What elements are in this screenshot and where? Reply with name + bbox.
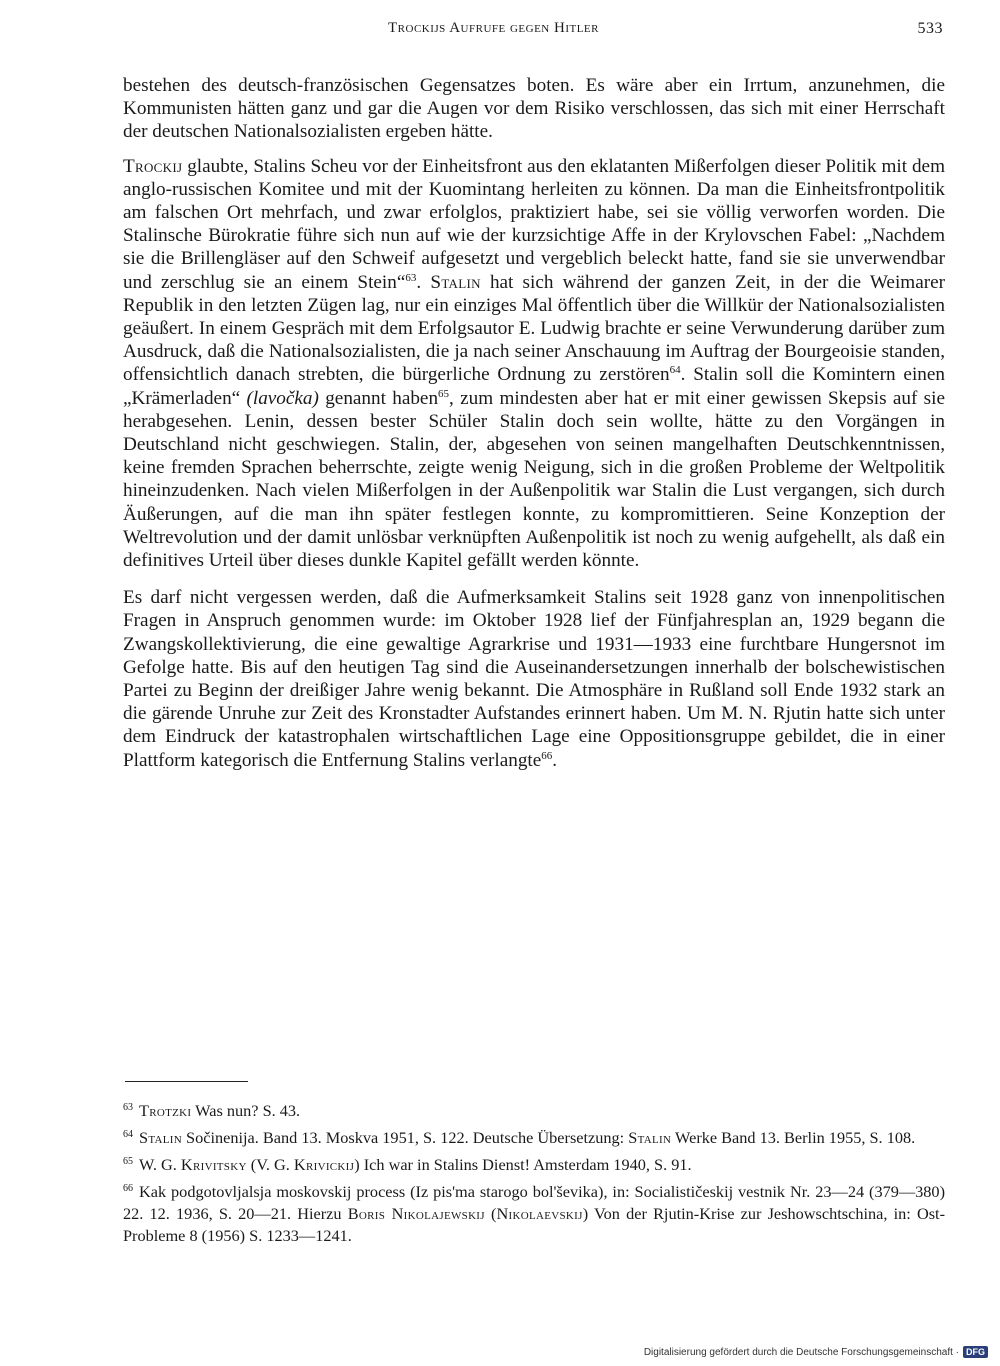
author-name: Krivitsky: [180, 1155, 247, 1174]
footnote-number: 66: [123, 1183, 133, 1194]
running-title: Trockijs Aufrufe gegen Hitler: [388, 20, 599, 36]
footnote-ref[interactable]: 64: [669, 364, 681, 377]
author-name: Trotzki: [139, 1101, 192, 1120]
footnote-63: [123, 1097, 945, 1122]
italic-term: (lavočka): [246, 387, 319, 409]
author-name: Stalin: [139, 1128, 182, 1147]
paragraph-3: [123, 586, 945, 772]
text-run: genannt haben: [318, 387, 439, 409]
footnote-text: Sočinenija. Band 13. Moskva 1951, S. 122. Deutsche Übersetzung:: [181, 1128, 629, 1147]
footnote-text: ) Ich war in Stalins Dienst! Amsterdam 1940, S. 91.: [354, 1155, 692, 1174]
footnote-ref[interactable]: 66: [541, 749, 553, 762]
author-name: Trockij: [123, 155, 183, 177]
author-name: Nikolaevskij: [496, 1204, 583, 1223]
footnote-text: Was nun? S. 43.: [191, 1101, 301, 1120]
footnote-number: 65: [123, 1156, 133, 1167]
text-run: Es darf nicht vergessen werden, daß die Aufmerksamkeit Stalins seit 1928 ganz von innenpolitischen Fragen in Anspruch genommen wurde: im Oktober 1928 lief der Fünfjahresplan an, 1929 begann die Zwangskollektivierung, die eine gewaltige Agrarkrise und 1931—1933 eine furchtbare Hungersnot im Gefolge hatte. Bis auf den heutigen Tag sind die Auseinandersetzungen innerhalb der bolschewistischen Partei zu Beginn der dreißiger Jahre wenig bekannt. Die Atmosphäre in Rußland soll Ende 1932 stark an die gärende Unruhe zur Zeit des Kronstadter Aufstandes erinnert haben. Um M. N. Rjutin hatte sich unter dem Eindruck der katastrophalen wirtschaftlichen Lage eine Oppositionsgruppe gebildet, die in einer Plattform kategorisch die Entfernung Stalins verlangte: [123, 587, 945, 771]
footnote-text: (: [484, 1204, 497, 1223]
footnote-number: 64: [123, 1129, 133, 1140]
footnote-text: Werke Band 13. Berlin 1955, S. 108.: [671, 1128, 916, 1147]
text-run: .: [416, 271, 431, 293]
footnote-text: W. G.: [139, 1155, 181, 1174]
footnote-65: [123, 1151, 945, 1176]
paragraph-1: bestehen des deutsch-französischen Gegensatzes boten. Es wäre aber ein Irrtum, anzunehmen, die Kommunisten hätten ganz und gar die Augen vor dem Risiko verschlossen, das sich mit einer Herrschaft der deutschen Nationalsozialisten ergeben hätte.: [123, 75, 945, 143]
footnote-ref[interactable]: 65: [438, 387, 450, 400]
footnotes: [123, 1097, 945, 1249]
author-name: Stalin: [628, 1128, 672, 1147]
author-name: Stalin: [430, 271, 481, 293]
text-run: . Stalin soll die Komintern einen „Krämerladen“: [123, 364, 945, 409]
digitization-credit: [644, 1344, 988, 1360]
footnote-ref[interactable]: 63: [405, 271, 417, 284]
footnote-divider: [125, 1081, 248, 1082]
footnote-64: [123, 1124, 945, 1149]
footnote-text: (V. G.: [246, 1155, 294, 1174]
running-head: [123, 20, 945, 44]
author-name: Krivickij: [293, 1155, 355, 1174]
footnote-text: ) Von der Rjutin-Krise zur Jeshowschtschina, in: Ost-Probleme 8 (1956) S. 1233—1241.: [123, 1204, 945, 1245]
author-name: Boris Nikolajewskij: [347, 1204, 485, 1223]
body-text: [123, 74, 945, 772]
text-run: .: [552, 749, 558, 771]
footnote-text: Kak podgotovljalsja moskovskij process (Iz pis'ma starogo bol'ševika), in: Socialističeskij vestnik Nr. 23—24 (379—380) 22. 12. 1936, S. 20—21. Hierzu: [123, 1182, 945, 1223]
text-run: , zum mindesten aber hat er mit einer gewissen Skepsis auf sie herabgesehen. Lenin, dessen bester Schüler Stalin doch sein wollte, hätte zu den Vorgängen in Deutschland nicht geschwiegen. Stalin, der, abgesehen von seinen mangelhaften Deutschkenntnissen, keine fremden Sprachen beherrschte, zeigte wenig Neigung, sich in die großen Probleme der Weltpolitik hineinzudenken. Nach vielen Mißerfolgen in der Außenpolitik war Stalin die Lust vergangen, sich durch Äußerungen, auf die man ihn später festlegen konnte, zu kompromittieren. Seine Konzeption der Weltrevolution und der damit unlösbar verknüpften Außenpolitik ist noch zu wenig aufgehellt, als daß ein definitives Urteil über dieses dunkle Kapitel gefällt werden könnte.: [123, 387, 945, 572]
paragraph-2: [123, 155, 945, 573]
text-run: glaubte, Stalins Scheu vor der Einheitsfront aus den eklatanten Mißerfolgen dieser Politik mit dem anglo-russischen Komitee und mit der Kuomintang herleiten zu können. Da man die Einheitsfrontpolitik am falschen Ort mehrfach, und zwar erfolglos, praktiziert habe, sei sie völlig verworfen worden. Die Stalinsche Bürokratie führe sich nun auf wie der kurzsichtige Affe in der Krylovschen Fabel: „Nachdem sie die Brillengläser auf den Schweif aufgesetzt und vergeblich beleckt hatte, fand sie sie unverwendbar und zerschlug sie an einem Stein“: [123, 155, 945, 293]
text-run: hat sich während der ganzen Zeit, in der die Weimarer Republik in den letzten Zügen lag, nur ein einziges Mal öffentlich über die Willkür der Nationalsozialisten geäußert. In einem Gespräch mit dem Erfolgsautor E. Ludwig brachte er seine Verwunderung darüber zum Ausdruck, daß die Nationalsozialisten, die ja nach seiner Anschauung im Auftrag der Bourgeoisie standen, offensichtlich danach strebten, die bürgerliche Ordnung zu zerstören: [123, 271, 946, 386]
page-number: 533: [917, 20, 943, 37]
footnote-66: [123, 1178, 945, 1247]
dfg-logo: DFG: [963, 1346, 988, 1358]
footnote-number: 63: [123, 1102, 133, 1113]
credit-text: Digitalisierung gefördert durch die Deutsche Forschungsgemeinschaft ·: [643, 1346, 959, 1358]
